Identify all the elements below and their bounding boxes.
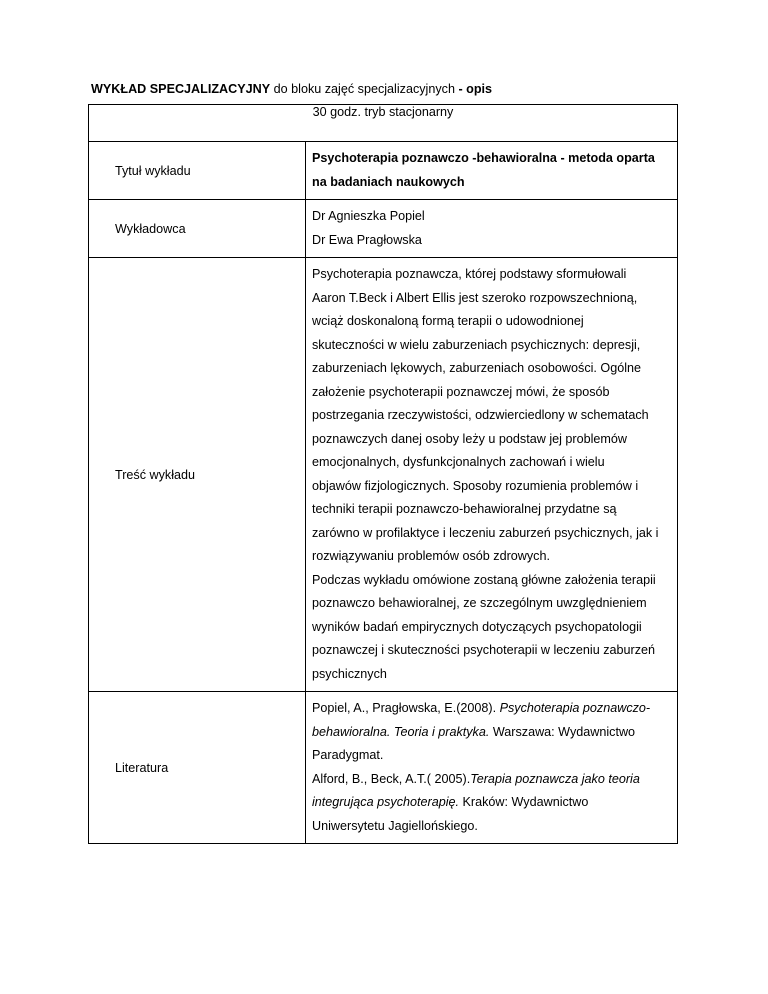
ref1-title: Psychoterapia poznawczo- — [499, 701, 651, 715]
value-lecturer — [306, 200, 678, 258]
content-line: skuteczności w wielu zaburzeniach psychicznych: depresji, — [312, 337, 641, 352]
literature-line — [312, 744, 673, 768]
content-line: postrzegania rzeczywistości, odzwierciedlony w schematach — [312, 408, 649, 422]
content-line: objawów fizjologicznych. Sposoby rozumienia problemów i — [312, 478, 639, 493]
content-line: wciąż doskonaloną formą terapii o udowodnionej — [312, 314, 584, 328]
ref2-title: Terapia poznawcza jako teoria — [470, 771, 640, 786]
ref2-publisher: Kraków: Wydawnictwo — [459, 795, 589, 809]
label-content: Treść wykładu — [89, 258, 306, 692]
content-line: założenie psychoterapii poznawczej mówi, że sposób — [312, 384, 610, 399]
content-line: poznawczej i skuteczności psychoterapii w leczeniu zaburzeń — [312, 643, 656, 657]
table-row-lecturer — [89, 200, 678, 258]
content-line: psychicznych — [312, 666, 387, 681]
value-literature — [306, 692, 678, 844]
table-row-content — [89, 258, 678, 692]
ref1-authors: Popiel, A., Pragłowska, E.(2008). — [312, 701, 500, 715]
ref2-title: integrująca psychoterapię. — [312, 795, 460, 809]
lecturer-name: Dr Agnieszka Popiel — [312, 209, 425, 223]
value-content — [306, 258, 678, 692]
table-row-literature — [89, 692, 678, 844]
literature-line — [312, 815, 673, 839]
ref1-publisher: Warszawa: Wydawnictwo — [489, 724, 636, 739]
literature-line — [312, 791, 673, 815]
table-subheader: 30 godz. tryb stacjonarny — [89, 105, 678, 142]
table-row-title — [89, 142, 678, 200]
content-line: techniki terapii poznawczo-behawioralnej przydatne są — [312, 502, 617, 516]
content-line: poznawczych danej osoby leży u podstaw jej problemów — [312, 431, 628, 446]
course-description-table — [88, 104, 678, 844]
content-line: Aaron T.Beck i Albert Ellis jest szeroko rozpowszechnioną, — [312, 290, 638, 305]
label-literature: Literatura — [89, 692, 306, 844]
literature-line — [312, 768, 673, 792]
content-line: poznawczo behawioralnej, ze szczególnym uwzględnieniem — [312, 596, 647, 610]
content-line: emocjonalnych, dysfunkcjonalnych zachowań i wielu — [312, 455, 605, 469]
content-line: rozwiązywaniu problemów osób zdrowych. — [312, 549, 550, 563]
content-line: Podczas wykładu omówione zostaną główne założenia terapii — [312, 572, 656, 587]
content-line: wyników badań empirycznych dotyczących psychopatologii — [312, 619, 642, 634]
heading-bold-suffix: - opis — [458, 82, 493, 96]
label-title: Tytuł wykładu — [89, 142, 306, 200]
title-line: Psychoterapia poznawczo -behawioralna - metoda oparta — [312, 151, 655, 165]
value-title — [306, 142, 678, 200]
lecturer-name: Dr Ewa Pragłowska — [312, 232, 422, 247]
ref2-publisher: Uniwersytetu Jagiellońskiego. — [312, 818, 478, 833]
content-line: zarówno w profilaktyce i leczeniu zaburzeń psychicznych, jak i — [312, 525, 659, 540]
label-lecturer: Wykładowca — [89, 200, 306, 258]
document-heading — [91, 82, 492, 96]
table-subheader-row — [89, 105, 678, 142]
literature-line — [312, 721, 673, 745]
heading-bold-part: WYKŁAD SPECJALIZACYJNY — [91, 82, 271, 96]
title-line: na badaniach naukowych — [312, 174, 465, 189]
content-line: Psychoterapia poznawcza, której podstawy sformułowali — [312, 267, 627, 281]
ref1-title: behawioralna. Teoria i praktyka. — [312, 724, 490, 739]
ref1-publisher: Paradygmat. — [312, 748, 384, 762]
literature-line — [312, 697, 673, 721]
heading-regular-part: do bloku zajęć specjalizacyjnych — [270, 82, 459, 96]
content-line: zaburzeniach lękowych, zaburzeniach osobowości. Ogólne — [312, 361, 642, 375]
ref2-authors: Alford, B., Beck, A.T.( 2005). — [312, 771, 471, 786]
